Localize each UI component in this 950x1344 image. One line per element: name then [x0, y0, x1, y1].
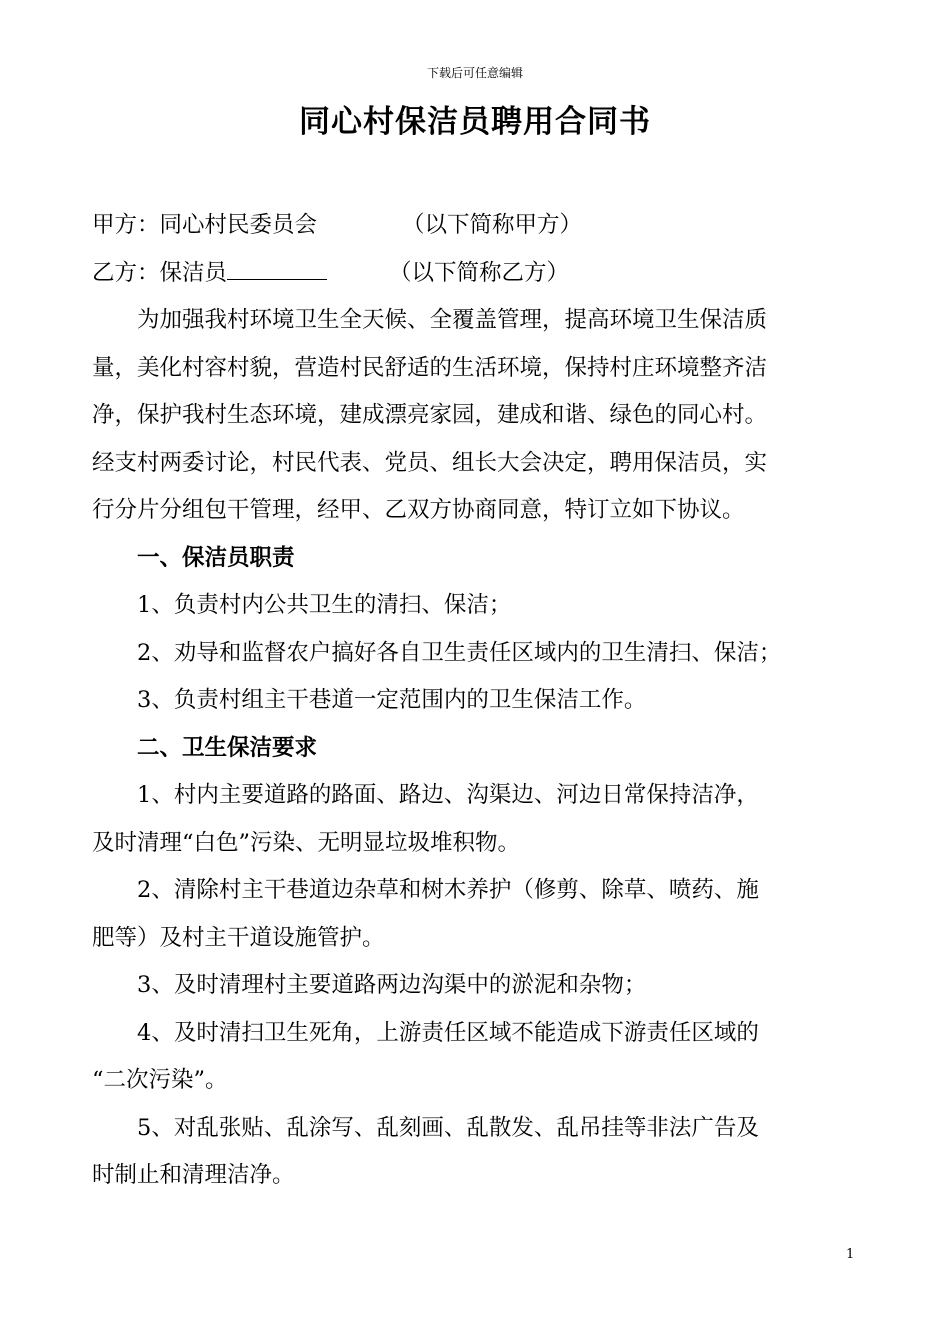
document-body: [92, 202, 860, 1200]
document-title: 同心村保洁员聘用合同书: [299, 104, 651, 140]
requirement-2-line-1: 2、清除村主干巷道边杂草和树木养护（修剪、除草、喷药、施: [137, 877, 759, 903]
party-a-note: （以下简称甲方）: [402, 212, 583, 238]
requirement-5-line-2: 时制止和清理洁净。: [92, 1162, 295, 1188]
requirement-3-line-1: 3、及时清理村主要道路两边沟渠中的淤泥和杂物；: [137, 972, 647, 998]
section-heading-duties: 一、保洁员职责: [137, 544, 295, 571]
intro-line-2: 量，美化村容村貌，营造村民舒适的生活环境，保持村庄环境整齐洁: [92, 354, 768, 381]
party-b-label: 乙方：保洁员: [92, 259, 228, 286]
requirement-1-line-2: 及时清理“白色”污染、无明显垃圾堆积物。: [92, 829, 521, 856]
intro-line-3: 净，保护我村生态环境，建成漂亮家园，建成和谐、绿色的同心村。: [92, 402, 768, 428]
header-note: 下载后可任意编辑: [426, 66, 523, 80]
requirement-5-line-1: 5、对乱张贴、乱涂写、乱刻画、乱散发、乱吊挂等非法广告及: [137, 1114, 759, 1141]
party-a-label: 甲方：同心村民委员会: [92, 212, 318, 238]
party-a-line: [92, 202, 860, 250]
requirement-1-line-1: 1、村内主要道路的路面、路边、沟渠边、河边日常保持洁净，: [137, 782, 759, 808]
duty-item-3: 3、负责村组主干巷道一定范围内的卫生保洁工作。: [137, 687, 647, 713]
intro-line-1: 为加强我村环境卫生全天候、全覆盖管理，提高环境卫生保洁质: [137, 307, 768, 333]
party-b-note: （以下简称乙方）: [389, 259, 570, 286]
requirement-2-line-2: 肥等）及村主干道设施管护。: [92, 924, 385, 951]
intro-line-5: 行分片分组包干管理，经甲、乙双方协商同意，特订立如下协议。: [92, 497, 745, 523]
intro-line-4: 经支村两委讨论，村民代表、党员、组长大会决定，聘用保洁员，实: [92, 449, 768, 476]
signature-blank: [227, 253, 327, 280]
requirement-4-line-1: 4、及时清扫卫生死角，上游责任区域不能造成下游责任区域的: [137, 1019, 759, 1046]
requirement-4-line-2: “二次污染”。: [92, 1067, 228, 1093]
section-heading-requirements: 二、卫生保洁要求: [137, 734, 318, 761]
duty-item-2: 2、劝导和监督农户搞好各自卫生责任区域内的卫生清扫、保洁；: [137, 639, 782, 666]
page-number: 1: [846, 1247, 855, 1262]
duty-item-1: 1、负责村内公共卫生的清扫、保洁；: [137, 592, 512, 618]
party-b-line: [92, 250, 860, 298]
